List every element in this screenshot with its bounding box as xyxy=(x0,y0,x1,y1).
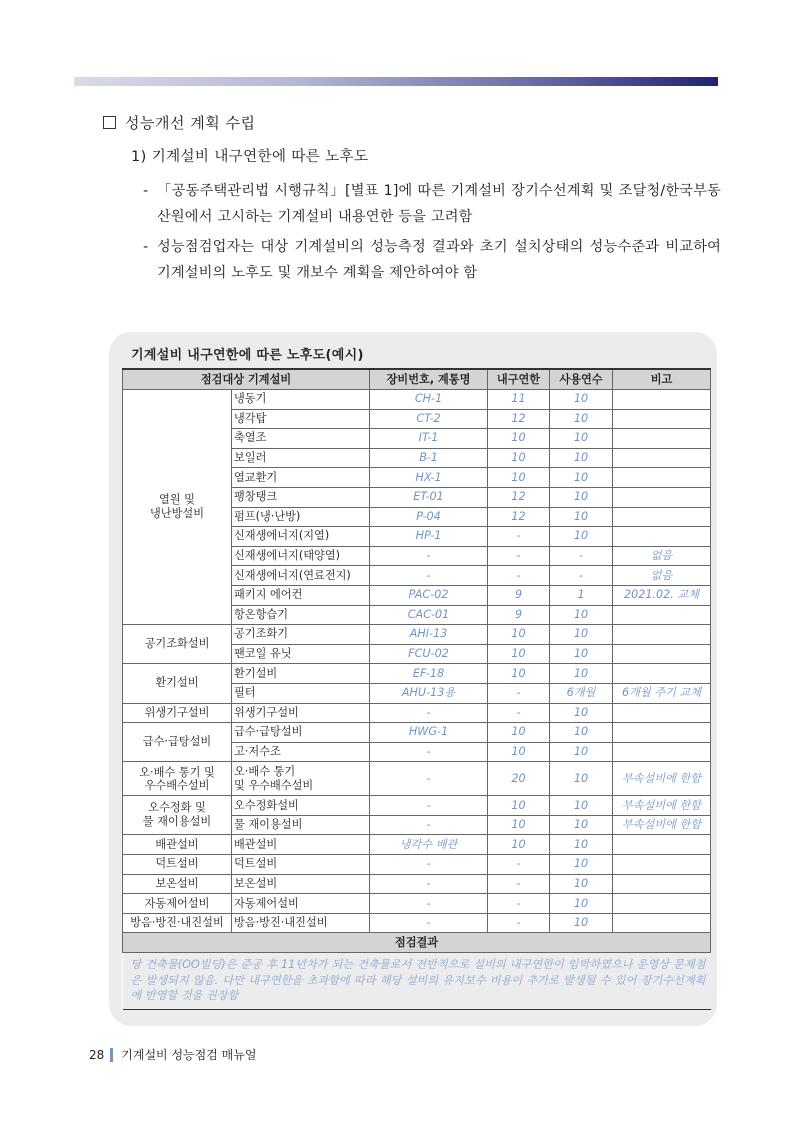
table-row xyxy=(123,703,711,723)
equipment-id-cell: - xyxy=(370,762,488,796)
category-cell: 급수·급탕설비 xyxy=(123,723,232,762)
equipment-item-cell: 오·배수 통기 및 우수배수설비 xyxy=(232,762,370,796)
result-text-row xyxy=(123,953,711,1010)
years-used-cell: 10 xyxy=(550,390,613,410)
header-service-life: 내구연한 xyxy=(488,369,550,390)
note-cell: 부속설비에 한함 xyxy=(613,815,711,835)
bullet-item xyxy=(143,234,721,286)
table-row xyxy=(123,664,711,684)
note-cell xyxy=(613,703,711,723)
equipment-item-cell: 환기설비 xyxy=(232,664,370,684)
result-label: 점검결과 xyxy=(123,933,711,953)
equipment-id-cell: - xyxy=(370,796,488,816)
result-header-row xyxy=(123,933,711,953)
note-cell xyxy=(613,487,711,507)
service-life-cell: 10 xyxy=(488,664,550,684)
equipment-id-cell: P-04 xyxy=(370,507,488,527)
years-used-cell: 10 xyxy=(550,487,613,507)
years-used-cell: 10 xyxy=(550,429,613,449)
equipment-id-cell: - xyxy=(370,566,488,586)
equipment-id-cell: CT-2 xyxy=(370,409,488,429)
note-cell xyxy=(613,644,711,664)
equipment-id-cell: CH-1 xyxy=(370,390,488,410)
service-life-cell: 20 xyxy=(488,762,550,796)
equipment-item-cell: 팬코일 유닛 xyxy=(232,644,370,664)
category-cell: 환기설비 xyxy=(123,664,232,703)
years-used-cell: 10 xyxy=(550,835,613,855)
category-cell: 위생기구설비 xyxy=(123,703,232,723)
service-life-cell: 9 xyxy=(488,605,550,625)
footer-title: 기계설비 성능점검 매뉴얼 xyxy=(121,1048,257,1062)
service-life-cell: 10 xyxy=(488,448,550,468)
service-life-cell: 10 xyxy=(488,815,550,835)
table-row xyxy=(123,855,711,875)
note-cell xyxy=(613,664,711,684)
equipment-item-cell: 팽창탱크 xyxy=(232,487,370,507)
service-life-cell: 12 xyxy=(488,487,550,507)
table-row xyxy=(123,835,711,855)
equipment-item-cell: 신재생에너지(지열) xyxy=(232,527,370,547)
equipment-id-cell: IT-1 xyxy=(370,429,488,449)
service-life-cell: - xyxy=(488,566,550,586)
service-life-cell: - xyxy=(488,683,550,703)
equipment-item-cell: 방음·방진·내진설비 xyxy=(232,913,370,933)
years-used-cell: 10 xyxy=(550,762,613,796)
equipment-id-cell: HWG-1 xyxy=(370,723,488,743)
service-life-cell: 10 xyxy=(488,835,550,855)
note-cell xyxy=(613,429,711,449)
service-life-cell: 10 xyxy=(488,742,550,762)
equipment-id-cell: - xyxy=(370,815,488,835)
years-used-cell: 10 xyxy=(550,874,613,894)
years-used-cell: - xyxy=(550,566,613,586)
note-cell: 6개월 주기 교체 xyxy=(613,683,711,703)
dash-bullet-icon: - xyxy=(143,183,149,199)
service-life-cell: 9 xyxy=(488,585,550,605)
equipment-item-cell: 냉각탑 xyxy=(232,409,370,429)
equipment-item-cell: 항온항습기 xyxy=(232,605,370,625)
service-life-cell: 12 xyxy=(488,409,550,429)
years-used-cell: 10 xyxy=(550,796,613,816)
years-used-cell: 10 xyxy=(550,703,613,723)
note-cell: 부속설비에 한함 xyxy=(613,796,711,816)
years-used-cell: 10 xyxy=(550,605,613,625)
note-cell xyxy=(613,409,711,429)
category-cell: 오·배수 통기 및 우수배수설비 xyxy=(123,762,232,796)
years-used-cell: 10 xyxy=(550,723,613,743)
note-cell xyxy=(613,742,711,762)
equipment-id-cell: ET-01 xyxy=(370,487,488,507)
top-gradient-rule xyxy=(74,77,718,86)
equipment-id-cell: - xyxy=(370,742,488,762)
durability-table xyxy=(122,368,711,1010)
equipment-id-cell: B-1 xyxy=(370,448,488,468)
years-used-cell: 10 xyxy=(550,894,613,914)
note-cell xyxy=(613,855,711,875)
note-cell xyxy=(613,468,711,488)
years-used-cell: 10 xyxy=(550,448,613,468)
dash-bullet-icon: - xyxy=(143,239,149,255)
equipment-id-cell: - xyxy=(370,855,488,875)
category-cell: 열원 및 냉난방설비 xyxy=(123,390,232,625)
years-used-cell: 10 xyxy=(550,409,613,429)
bullet-text: 「공동주택관리법 시행규칙」[별표 1]에 따른 기계설비 장기수선계획 및 조달청/한국부동산원에서 고시하는 기계설비 내용연한 등을 고려함 xyxy=(157,183,721,225)
years-used-cell: 10 xyxy=(550,664,613,684)
bullet-text: 성능점검업자는 대상 기계설비의 성능측정 결과와 초기 설치상태의 성능수준과 비교하여 기계설비의 노후도 및 개보수 계획을 제안하여야 함 xyxy=(157,239,721,281)
equipment-item-cell: 열교환기 xyxy=(232,468,370,488)
header-equipment: 점검대상 기계설비 xyxy=(123,369,370,390)
service-life-cell: 12 xyxy=(488,507,550,527)
note-cell xyxy=(613,390,711,410)
note-cell: 없음 xyxy=(613,546,711,566)
equipment-item-cell: 고·저수조 xyxy=(232,742,370,762)
years-used-cell: 10 xyxy=(550,855,613,875)
note-cell: 없음 xyxy=(613,566,711,586)
equipment-id-cell: - xyxy=(370,546,488,566)
equipment-id-cell: AHU-13용 xyxy=(370,683,488,703)
note-cell xyxy=(613,527,711,547)
service-life-cell: 10 xyxy=(488,796,550,816)
service-life-cell: - xyxy=(488,874,550,894)
note-cell: 2021.02. 교체 xyxy=(613,585,711,605)
equipment-item-cell: 공기조화기 xyxy=(232,625,370,645)
panel-title: 기계설비 내구연한에 따른 노후도(예시) xyxy=(131,348,364,363)
years-used-cell: 10 xyxy=(550,742,613,762)
table-row xyxy=(123,874,711,894)
equipment-item-cell: 위생기구설비 xyxy=(232,703,370,723)
table-row xyxy=(123,723,711,743)
equipment-item-cell: 축열조 xyxy=(232,429,370,449)
page-footer xyxy=(89,1046,256,1063)
equipment-item-cell: 냉동기 xyxy=(232,390,370,410)
note-cell xyxy=(613,605,711,625)
equipment-id-cell: - xyxy=(370,703,488,723)
service-life-cell: 10 xyxy=(488,625,550,645)
table-row xyxy=(123,762,711,796)
note-cell xyxy=(613,507,711,527)
equipment-item-cell: 배관설비 xyxy=(232,835,370,855)
equipment-item-cell: 덕트설비 xyxy=(232,855,370,875)
table-header-row xyxy=(123,369,711,390)
equipment-item-cell: 신재생에너지(연료전지) xyxy=(232,566,370,586)
years-used-cell: 10 xyxy=(550,815,613,835)
equipment-id-cell: HP-1 xyxy=(370,527,488,547)
square-bullet-icon xyxy=(103,116,116,129)
equipment-item-cell: 신재생에너지(태양열) xyxy=(232,546,370,566)
years-used-cell: 10 xyxy=(550,468,613,488)
equipment-item-cell: 오수정화설비 xyxy=(232,796,370,816)
header-years-used: 사용연수 xyxy=(550,369,613,390)
equipment-item-cell: 보일러 xyxy=(232,448,370,468)
result-text: 당 건축물(OO빌딩)은 준공 후 11년차가 되는 건축물로서 전반적으로 설비의 내구연한이 임박하였으나 운영상 문제점은 발생되지 않음. 다만 내구연한을 초과함에 따라 해당 설비의 유지보수 비용이 추가로 발생될 수 있어 장기수선계획에 반영할 것을 권장함 xyxy=(123,953,711,1010)
equipment-id-cell: EF-18 xyxy=(370,664,488,684)
note-cell xyxy=(613,448,711,468)
service-life-cell: - xyxy=(488,703,550,723)
equipment-id-cell: CAC-01 xyxy=(370,605,488,625)
service-life-cell: 10 xyxy=(488,644,550,664)
service-life-cell: 10 xyxy=(488,468,550,488)
equipment-id-cell: FCU-02 xyxy=(370,644,488,664)
header-equipment-id: 장비번호, 계통명 xyxy=(370,369,488,390)
service-life-cell: - xyxy=(488,855,550,875)
years-used-cell: 10 xyxy=(550,625,613,645)
bullet-item xyxy=(143,178,721,230)
service-life-cell: - xyxy=(488,546,550,566)
table-row xyxy=(123,913,711,933)
service-life-cell: - xyxy=(488,527,550,547)
equipment-item-cell: 급수·급탕설비 xyxy=(232,723,370,743)
equipment-item-cell: 펌프(냉·난방) xyxy=(232,507,370,527)
years-used-cell: - xyxy=(550,546,613,566)
equipment-item-cell: 패키지 에어컨 xyxy=(232,585,370,605)
service-life-cell: 10 xyxy=(488,429,550,449)
note-cell xyxy=(613,894,711,914)
section-heading xyxy=(103,112,255,133)
equipment-id-cell: 냉각수 배관 xyxy=(370,835,488,855)
equipment-item-cell: 자동제어설비 xyxy=(232,894,370,914)
years-used-cell: 10 xyxy=(550,527,613,547)
category-cell: 자동제어설비 xyxy=(123,894,232,914)
years-used-cell: 1 xyxy=(550,585,613,605)
table-row xyxy=(123,390,711,410)
service-life-cell: 10 xyxy=(488,723,550,743)
category-cell: 오수정화 및 물 재이용설비 xyxy=(123,796,232,835)
equipment-id-cell: HX-1 xyxy=(370,468,488,488)
section-heading-text: 성능개선 계획 수립 xyxy=(125,114,256,132)
equipment-id-cell: PAC-02 xyxy=(370,585,488,605)
category-cell: 보온설비 xyxy=(123,874,232,894)
equipment-id-cell: - xyxy=(370,874,488,894)
equipment-id-cell: - xyxy=(370,913,488,933)
note-cell xyxy=(613,625,711,645)
note-cell xyxy=(613,913,711,933)
service-life-cell: 11 xyxy=(488,390,550,410)
category-cell: 방음·방진·내진설비 xyxy=(123,913,232,933)
note-cell: 부속설비에 한함 xyxy=(613,762,711,796)
note-cell xyxy=(613,723,711,743)
equipment-item-cell: 필터 xyxy=(232,683,370,703)
years-used-cell: 6개월 xyxy=(550,683,613,703)
page-number: 28 xyxy=(89,1047,105,1062)
equipment-item-cell: 보온설비 xyxy=(232,874,370,894)
equipment-item-cell: 물 재이용설비 xyxy=(232,815,370,835)
category-cell: 덕트설비 xyxy=(123,855,232,875)
category-cell: 배관설비 xyxy=(123,835,232,855)
service-life-cell: - xyxy=(488,894,550,914)
equipment-id-cell: AHI-13 xyxy=(370,625,488,645)
note-cell xyxy=(613,835,711,855)
footer-separator xyxy=(110,1048,113,1062)
years-used-cell: 10 xyxy=(550,507,613,527)
years-used-cell: 10 xyxy=(550,644,613,664)
subsection-heading: 1) 기계설비 내구연한에 따른 노후도 xyxy=(131,149,369,165)
header-note: 비고 xyxy=(613,369,711,390)
table-row xyxy=(123,796,711,816)
years-used-cell: 10 xyxy=(550,913,613,933)
equipment-id-cell: - xyxy=(370,894,488,914)
note-cell xyxy=(613,874,711,894)
category-cell: 공기조화설비 xyxy=(123,625,232,664)
service-life-cell: - xyxy=(488,913,550,933)
table-row xyxy=(123,894,711,914)
table-row xyxy=(123,625,711,645)
